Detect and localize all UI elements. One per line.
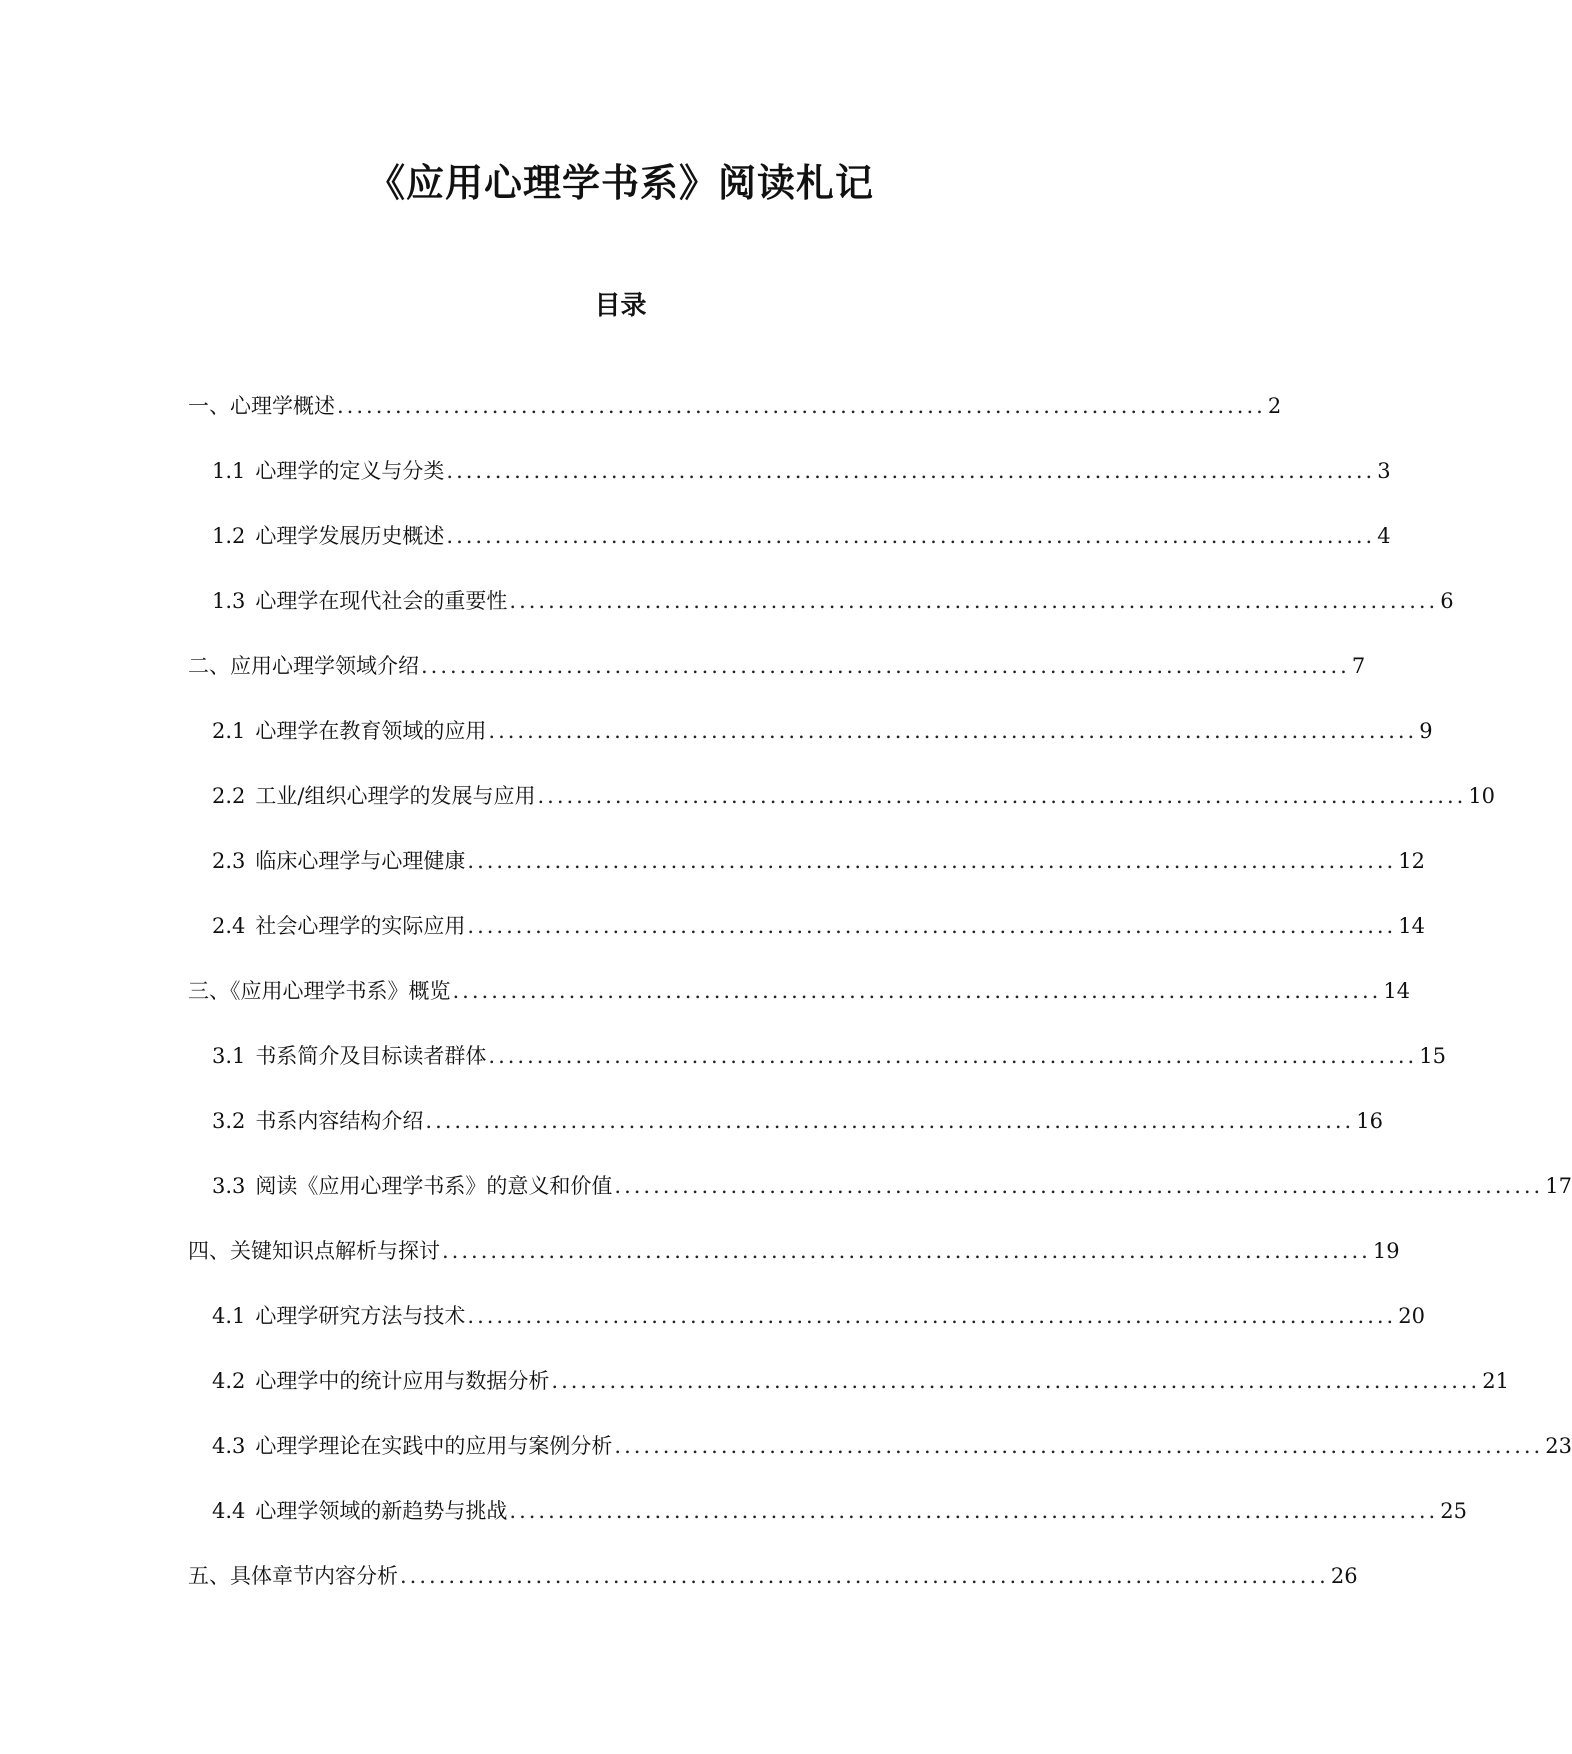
toc-entry-title: 阅读《应用心理学书系》的意义和价值	[255, 1174, 613, 1198]
toc-leader: ................................................................................................	[446, 459, 1376, 483]
toc-entry-number: 4.1	[212, 1304, 246, 1328]
toc-entry-number: 2.1	[212, 719, 246, 743]
toc-entry-number: 4.3	[212, 1434, 246, 1458]
toc-leader: ................................................................................................	[509, 589, 1439, 613]
toc-heading: 目录	[594, 291, 647, 321]
toc-leader: ................................................................................................	[467, 1304, 1397, 1328]
toc-leader: ................................................................................................	[467, 849, 1397, 873]
toc-entry-page: 16	[1356, 1109, 1383, 1133]
toc-entry-number: 1.3	[212, 589, 246, 613]
toc-entry-number: 2.4	[212, 914, 246, 938]
toc-entry-5[interactable]	[188, 1556, 1358, 1596]
toc-entry-title: 书系简介及目标读者群体	[255, 1044, 487, 1068]
toc-entry-number: 3.2	[212, 1109, 246, 1133]
toc-entry-1[interactable]	[188, 386, 1282, 426]
toc-entry-page: 23	[1545, 1434, 1572, 1458]
toc-entry-page: 26	[1330, 1564, 1358, 1588]
toc-entry-4-4[interactable]	[212, 1491, 1467, 1531]
toc-entry-title: 社会心理学的实际应用	[255, 914, 466, 938]
toc-entry-number: 2.2	[212, 784, 246, 808]
toc-entry-1-1[interactable]	[212, 451, 1391, 491]
toc-entry-4[interactable]	[188, 1231, 1400, 1271]
toc-entry-3[interactable]	[188, 971, 1411, 1011]
toc-entry-title: 四、关键知识点解析与探讨	[188, 1239, 440, 1263]
toc-entry-page: 9	[1419, 719, 1433, 743]
toc-entry-title: 心理学发展历史概述	[255, 524, 445, 548]
toc-entry-page: 10	[1468, 784, 1496, 808]
toc-entry-title: 心理学领域的新趋势与挑战	[255, 1499, 508, 1523]
toc-entry-page: 21	[1482, 1369, 1509, 1393]
toc-leader: ................................................................................................	[614, 1174, 1544, 1198]
toc-entry-page: 14	[1398, 914, 1425, 938]
toc-leader: ................................................................................................	[614, 1434, 1544, 1458]
toc-entry-page: 3	[1377, 459, 1391, 483]
toc-entry-2-4[interactable]	[212, 906, 1425, 946]
toc-entry-page: 2	[1267, 394, 1282, 418]
toc-leader: ................................................................................................	[446, 524, 1376, 548]
toc-leader: ................................................................................................	[421, 654, 1350, 678]
toc-leader: ................................................................................................	[488, 719, 1418, 743]
toc-leader: ................................................................................................	[400, 1564, 1329, 1588]
toc-leader: ................................................................................................	[488, 1044, 1418, 1068]
toc-entry-4-1[interactable]	[212, 1296, 1425, 1336]
toc-entry-page: 6	[1440, 589, 1454, 613]
toc-entry-title: 三、《应用心理学书系》概览	[188, 979, 451, 1003]
toc-entry-number: 3.1	[212, 1044, 246, 1068]
toc-entry-page: 14	[1383, 979, 1411, 1003]
toc-leader: ................................................................................................	[509, 1499, 1439, 1523]
toc-entry-number: 3.3	[212, 1174, 246, 1198]
toc-entry-number: 1.1	[212, 459, 246, 483]
toc-entry-title: 临床心理学与心理健康	[255, 849, 466, 873]
toc-leader: ................................................................................................	[551, 1369, 1481, 1393]
toc-entry-page: 15	[1419, 1044, 1446, 1068]
toc-entry-3-2[interactable]	[212, 1101, 1383, 1141]
toc-entry-title: 心理学的定义与分类	[255, 459, 445, 483]
toc-entry-page: 20	[1398, 1304, 1425, 1328]
toc-entry-title: 心理学研究方法与技术	[255, 1304, 466, 1328]
toc-entry-title: 五、具体章节内容分析	[188, 1564, 398, 1588]
toc-leader: ................................................................................................	[452, 979, 1382, 1003]
toc-entry-3-3[interactable]	[212, 1166, 1572, 1206]
toc-entry-page: 25	[1440, 1499, 1467, 1523]
toc-entry-2-3[interactable]	[212, 841, 1425, 881]
toc-entry-page: 4	[1377, 524, 1391, 548]
toc-leader: ................................................................................................	[467, 914, 1397, 938]
toc-entry-1-3[interactable]	[212, 581, 1454, 621]
toc-entry-title: 心理学在教育领域的应用	[255, 719, 487, 743]
toc-entry-title: 书系内容结构介绍	[255, 1109, 424, 1133]
toc-entry-title: 工业/组织心理学的发展与应用	[255, 784, 536, 808]
toc-entry-3-1[interactable]	[212, 1036, 1446, 1076]
toc-entry-title: 心理学中的统计应用与数据分析	[255, 1369, 550, 1393]
toc-leader: ................................................................................................	[337, 394, 1266, 418]
toc-entry-number: 2.3	[212, 849, 246, 873]
toc-entry-2-1[interactable]	[212, 711, 1433, 751]
toc-entry-title: 心理学在现代社会的重要性	[255, 589, 508, 613]
toc-entry-page: 12	[1398, 849, 1425, 873]
toc-entry-title: 一、心理学概述	[188, 394, 335, 418]
toc-entry-4-3[interactable]	[212, 1426, 1572, 1466]
toc-leader: ................................................................................................	[537, 784, 1467, 808]
toc-leader: ................................................................................................	[425, 1109, 1355, 1133]
toc-entry-number: 1.2	[212, 524, 246, 548]
toc-entry-number: 4.2	[212, 1369, 246, 1393]
toc-entry-title: 二、应用心理学领域介绍	[188, 654, 419, 678]
toc-entry-1-2[interactable]	[212, 516, 1391, 556]
toc-entry-title: 心理学理论在实践中的应用与案例分析	[255, 1434, 613, 1458]
toc-entry-4-2[interactable]	[212, 1361, 1509, 1401]
toc-entry-page: 7	[1351, 654, 1366, 678]
toc-entry-page: 19	[1372, 1239, 1400, 1263]
document-title: 《应用心理学书系》阅读札记	[366, 161, 874, 205]
toc-entry-2[interactable]	[188, 646, 1366, 686]
toc-entry-page: 17	[1545, 1174, 1572, 1198]
toc-entry-number: 4.4	[212, 1499, 246, 1523]
toc-entry-2-2[interactable]	[212, 776, 1496, 816]
toc-leader: ................................................................................................	[442, 1239, 1371, 1263]
